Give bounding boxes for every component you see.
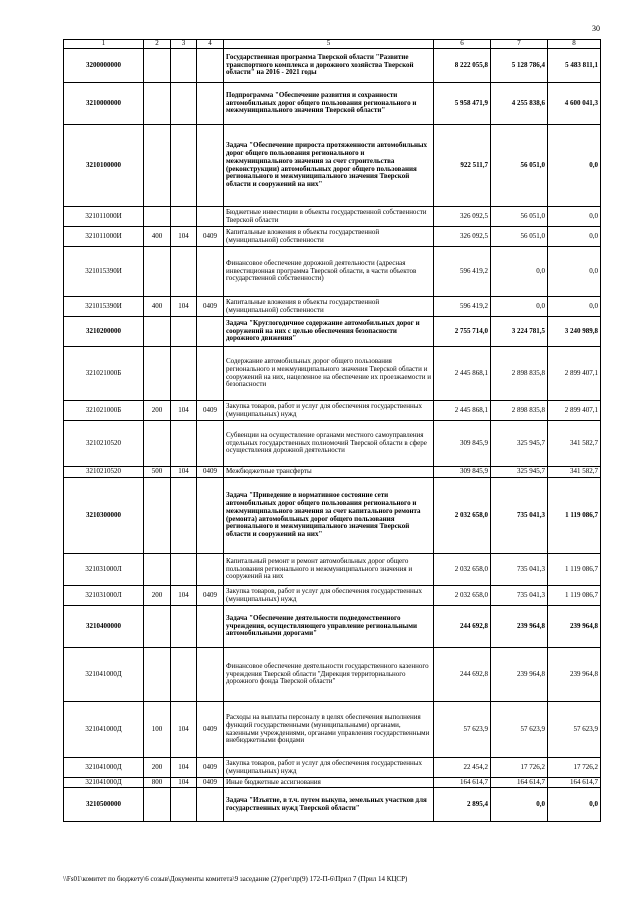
budget-code-cell: 3210000000: [64, 83, 144, 125]
administrator-code-cell: [171, 49, 197, 83]
description-cell: Капитальные вложения в объекты государственной (муниципальной) собственности: [224, 297, 434, 317]
amount-year1-cell: 5 958 471,9: [434, 83, 491, 125]
administrator-code-cell: [171, 347, 197, 401]
expense-type-cell: [144, 317, 171, 347]
amount-year3-cell: 4 600 041,3: [548, 83, 601, 125]
amount-year3-cell: 164 614,7: [548, 778, 601, 788]
amount-year1-cell: 2 445 868,1: [434, 401, 491, 421]
expense-type-cell: [144, 247, 171, 297]
description-cell: Закупка товаров, работ и услуг для обеспечения государственных (муниципальных) нужд: [224, 586, 434, 606]
expense-type-cell: [144, 49, 171, 83]
budget-code-cell: 3210400000: [64, 606, 144, 648]
column-header: 7: [491, 40, 548, 49]
table-row: [64, 401, 601, 421]
budget-code-cell: 3200000000: [64, 49, 144, 83]
amount-year1-cell: 244 692,8: [434, 606, 491, 648]
expense-type-cell: [144, 83, 171, 125]
administrator-code-cell: 104: [171, 702, 197, 758]
section-code-cell: 0409: [197, 702, 224, 758]
description-cell: Капитальный ремонт и ремонт автомобильных дорог общего пользования регионального и межмуниципального значения и сооружений на них: [224, 554, 434, 586]
amount-year1-cell: 244 692,8: [434, 648, 491, 702]
amount-year2-cell: 56 051,0: [491, 227, 548, 247]
amount-year2-cell: 17 726,2: [491, 758, 548, 778]
amount-year1-cell: 326 092,5: [434, 207, 491, 227]
table-row: [64, 227, 601, 247]
table-row: [64, 247, 601, 297]
column-header: 8: [548, 40, 601, 49]
amount-year2-cell: 0,0: [491, 788, 548, 822]
amount-year1-cell: 2 445 868,1: [434, 347, 491, 401]
amount-year2-cell: 239 964,8: [491, 606, 548, 648]
table-row: [64, 347, 601, 401]
table-row: [64, 788, 601, 822]
description-cell: Содержание автомобильных дорог общего пользования регионального и межмуниципального значения Тверской области и сооружений на них, нацеленное на обеспечение их проезжаемости и безопасности: [224, 347, 434, 401]
table-row: [64, 478, 601, 554]
amount-year2-cell: 4 255 838,6: [491, 83, 548, 125]
amount-year1-cell: 596 419,2: [434, 297, 491, 317]
amount-year3-cell: 5 483 811,1: [548, 49, 601, 83]
administrator-code-cell: [171, 648, 197, 702]
budget-code-cell: 321015390И: [64, 297, 144, 317]
table-body: [64, 49, 601, 822]
administrator-code-cell: 104: [171, 467, 197, 478]
description-cell: Задача "Обеспечение деятельности подведомственного учреждения, осуществляющего управление региональными автомобильными дорогами": [224, 606, 434, 648]
section-code-cell: 0409: [197, 297, 224, 317]
section-code-cell: [197, 478, 224, 554]
expense-type-cell: 200: [144, 586, 171, 606]
budget-code-cell: 3210210520: [64, 421, 144, 467]
section-code-cell: 0409: [197, 401, 224, 421]
budget-code-cell: 321021000Б: [64, 401, 144, 421]
amount-year1-cell: 2 755 714,0: [434, 317, 491, 347]
description-cell: Задача "Круглогодичное содержание автомобильных дорог и сооружений на них с целью обеспечения безопасности дорожного движения": [224, 317, 434, 347]
amount-year1-cell: 922 511,7: [434, 125, 491, 207]
amount-year1-cell: 309 845,9: [434, 421, 491, 467]
section-code-cell: 0409: [197, 227, 224, 247]
budget-code-cell: 3210200000: [64, 317, 144, 347]
amount-year2-cell: 56 051,0: [491, 207, 548, 227]
expense-type-cell: [144, 788, 171, 822]
administrator-code-cell: 104: [171, 778, 197, 788]
description-cell: Межбюджетные трансферты: [224, 467, 434, 478]
budget-code-cell: 3210210520: [64, 467, 144, 478]
amount-year2-cell: 735 041,3: [491, 554, 548, 586]
amount-year3-cell: 239 964,8: [548, 606, 601, 648]
table-row: [64, 554, 601, 586]
expense-type-cell: [144, 125, 171, 207]
table-row: [64, 778, 601, 788]
expense-type-cell: 200: [144, 401, 171, 421]
section-code-cell: [197, 606, 224, 648]
description-cell: Финансовое обеспечение деятельности государственного казенного учреждения Тверской области "Дирекция территориального дорожного фонда Тверской области": [224, 648, 434, 702]
expense-type-cell: 400: [144, 227, 171, 247]
section-code-cell: [197, 788, 224, 822]
description-cell: Задача "Обеспечение прироста протяженности автомобильных дорог общего пользования регионального и межмуниципального значения за счет строительства (реконструкции) автомобильных дорог общего пользования регионального и межмуниципального значения Тверской области и сооружений на них": [224, 125, 434, 207]
expense-type-cell: 400: [144, 297, 171, 317]
table-row: [64, 648, 601, 702]
table-row: [64, 317, 601, 347]
amount-year1-cell: 22 454,2: [434, 758, 491, 778]
budget-code-cell: 321015390И: [64, 247, 144, 297]
column-header: 5: [224, 40, 434, 49]
amount-year3-cell: 17 726,2: [548, 758, 601, 778]
amount-year3-cell: 3 240 989,8: [548, 317, 601, 347]
column-header: 4: [197, 40, 224, 49]
budget-code-cell: 3210300000: [64, 478, 144, 554]
description-cell: Государственная программа Тверской области "Развитие транспортного комплекса и дорожного хозяйства Тверской области" на 2016 - 2021 годы: [224, 49, 434, 83]
section-code-cell: 0409: [197, 758, 224, 778]
budget-code-cell: 321011000И: [64, 207, 144, 227]
expense-type-cell: [144, 648, 171, 702]
budget-code-cell: 321031000Л: [64, 586, 144, 606]
section-code-cell: [197, 347, 224, 401]
description-cell: Закупка товаров, работ и услуг для обеспечения государственных (муниципальных) нужд: [224, 758, 434, 778]
description-cell: Бюджетные инвестиции в объекты государственной собственности Тверской области: [224, 207, 434, 227]
administrator-code-cell: [171, 788, 197, 822]
description-cell: Расходы на выплаты персоналу в целях обеспечения выполнения функций государственными (муниципальными) органами, казенными учреждениями, органами управления государственными внебюджетными фондами: [224, 702, 434, 758]
description-cell: Субвенции на осуществление органами местного самоуправления отдельных государственных полномочий Тверской области в сфере осуществления дорожной деятельности: [224, 421, 434, 467]
amount-year3-cell: 341 582,7: [548, 467, 601, 478]
amount-year1-cell: 2 032 658,0: [434, 586, 491, 606]
budget-code-cell: 3210500000: [64, 788, 144, 822]
expense-type-cell: [144, 478, 171, 554]
section-code-cell: [197, 125, 224, 207]
section-code-cell: 0409: [197, 778, 224, 788]
table-row: [64, 702, 601, 758]
amount-year2-cell: 735 041,3: [491, 586, 548, 606]
budget-code-cell: 321041000Д: [64, 648, 144, 702]
amount-year1-cell: 326 092,5: [434, 227, 491, 247]
expense-type-cell: [144, 421, 171, 467]
table-row: [64, 49, 601, 83]
footer-file-path: \\Fs01\комитет по бюджету\6 созыв\Документы комитета\9 заседание (2)\рег\пр(9) 172-П-6\Прил 7 (Прил 14 КЦСР): [63, 875, 408, 883]
amount-year3-cell: 0,0: [548, 125, 601, 207]
table-row: [64, 586, 601, 606]
amount-year3-cell: 0,0: [548, 788, 601, 822]
budget-code-cell: 321021000Б: [64, 347, 144, 401]
section-code-cell: 0409: [197, 586, 224, 606]
column-number-row: [64, 40, 601, 49]
table-row: [64, 297, 601, 317]
description-cell: Иные бюджетные ассигнования: [224, 778, 434, 788]
page-number: 30: [592, 24, 600, 33]
amount-year3-cell: 1 119 086,7: [548, 554, 601, 586]
section-code-cell: [197, 421, 224, 467]
administrator-code-cell: [171, 554, 197, 586]
amount-year1-cell: 2 032 658,0: [434, 554, 491, 586]
amount-year3-cell: 239 964,8: [548, 648, 601, 702]
budget-code-cell: 321041000Д: [64, 702, 144, 758]
administrator-code-cell: [171, 247, 197, 297]
amount-year2-cell: 2 898 835,8: [491, 347, 548, 401]
amount-year3-cell: 0,0: [548, 247, 601, 297]
amount-year1-cell: 2 895,4: [434, 788, 491, 822]
administrator-code-cell: [171, 83, 197, 125]
administrator-code-cell: [171, 421, 197, 467]
column-header: 6: [434, 40, 491, 49]
amount-year3-cell: 0,0: [548, 227, 601, 247]
amount-year2-cell: 735 041,3: [491, 478, 548, 554]
amount-year2-cell: 164 614,7: [491, 778, 548, 788]
amount-year1-cell: 2 032 658,0: [434, 478, 491, 554]
expense-type-cell: 100: [144, 702, 171, 758]
budget-code-cell: 321031000Л: [64, 554, 144, 586]
administrator-code-cell: 104: [171, 227, 197, 247]
amount-year3-cell: 0,0: [548, 207, 601, 227]
amount-year3-cell: 341 582,7: [548, 421, 601, 467]
budget-code-cell: 321041000Д: [64, 778, 144, 788]
amount-year2-cell: 325 945,7: [491, 421, 548, 467]
amount-year3-cell: 1 119 086,7: [548, 586, 601, 606]
description-cell: Финансовое обеспечение дорожной деятельности (адресная инвестиционная программа Тверской области, в части объектов государственной собственности): [224, 247, 434, 297]
section-code-cell: [197, 49, 224, 83]
table-row: [64, 125, 601, 207]
section-code-cell: [197, 554, 224, 586]
description-cell: Задача "Приведение в нормативное состояние сети автомобильных дорог общего пользования регионального и межмуниципального значения за счет капитального ремонта (ремонта) автомобильных дорог общего пользования регионального и межмуниципального значения Тверской области и сооружений на них": [224, 478, 434, 554]
amount-year2-cell: 56 051,0: [491, 125, 548, 207]
description-cell: Задача "Изъятие, в т.ч. путем выкупа, земельных участков для государственных нужд Тверской области": [224, 788, 434, 822]
administrator-code-cell: [171, 125, 197, 207]
amount-year2-cell: 57 623,9: [491, 702, 548, 758]
table-row: [64, 467, 601, 478]
section-code-cell: [197, 247, 224, 297]
expense-type-cell: 800: [144, 778, 171, 788]
budget-code-cell: 3210100000: [64, 125, 144, 207]
budget-code-cell: 321011000И: [64, 227, 144, 247]
amount-year1-cell: 57 623,9: [434, 702, 491, 758]
table-row: [64, 83, 601, 125]
table-row: [64, 758, 601, 778]
amount-year3-cell: 2 899 407,1: [548, 401, 601, 421]
administrator-code-cell: [171, 606, 197, 648]
amount-year3-cell: 1 119 086,7: [548, 478, 601, 554]
amount-year2-cell: 0,0: [491, 297, 548, 317]
amount-year3-cell: 2 899 407,1: [548, 347, 601, 401]
column-header: 1: [64, 40, 144, 49]
amount-year2-cell: 0,0: [491, 247, 548, 297]
section-code-cell: [197, 83, 224, 125]
amount-year3-cell: 0,0: [548, 297, 601, 317]
amount-year1-cell: 164 614,7: [434, 778, 491, 788]
amount-year2-cell: 239 964,8: [491, 648, 548, 702]
amount-year1-cell: 8 222 055,8: [434, 49, 491, 83]
administrator-code-cell: [171, 207, 197, 227]
amount-year2-cell: 2 898 835,8: [491, 401, 548, 421]
description-cell: Закупка товаров, работ и услуг для обеспечения государственных (муниципальных) нужд: [224, 401, 434, 421]
amount-year1-cell: 596 419,2: [434, 247, 491, 297]
budget-table: [63, 39, 601, 822]
expense-type-cell: [144, 347, 171, 401]
amount-year1-cell: 309 845,9: [434, 467, 491, 478]
section-code-cell: [197, 648, 224, 702]
administrator-code-cell: 104: [171, 401, 197, 421]
description-cell: Капитальные вложения в объекты государственной (муниципальной) собственности: [224, 227, 434, 247]
expense-type-cell: 200: [144, 758, 171, 778]
section-code-cell: [197, 317, 224, 347]
table-row: [64, 207, 601, 227]
administrator-code-cell: [171, 478, 197, 554]
column-header: 2: [144, 40, 171, 49]
administrator-code-cell: 104: [171, 297, 197, 317]
column-header: 3: [171, 40, 197, 49]
administrator-code-cell: 104: [171, 586, 197, 606]
amount-year3-cell: 57 623,9: [548, 702, 601, 758]
amount-year2-cell: 5 128 786,4: [491, 49, 548, 83]
section-code-cell: [197, 207, 224, 227]
expense-type-cell: [144, 207, 171, 227]
expense-type-cell: 500: [144, 467, 171, 478]
administrator-code-cell: 104: [171, 758, 197, 778]
amount-year2-cell: 3 224 781,5: [491, 317, 548, 347]
budget-code-cell: 321041000Д: [64, 758, 144, 778]
expense-type-cell: [144, 606, 171, 648]
description-cell: Подпрограмма "Обеспечение развития и сохранности автомобильных дорог общего пользования регионального и межмуниципального значения Тверской области": [224, 83, 434, 125]
table-row: [64, 421, 601, 467]
expense-type-cell: [144, 554, 171, 586]
administrator-code-cell: [171, 317, 197, 347]
amount-year2-cell: 325 945,7: [491, 467, 548, 478]
table-row: [64, 606, 601, 648]
section-code-cell: 0409: [197, 467, 224, 478]
